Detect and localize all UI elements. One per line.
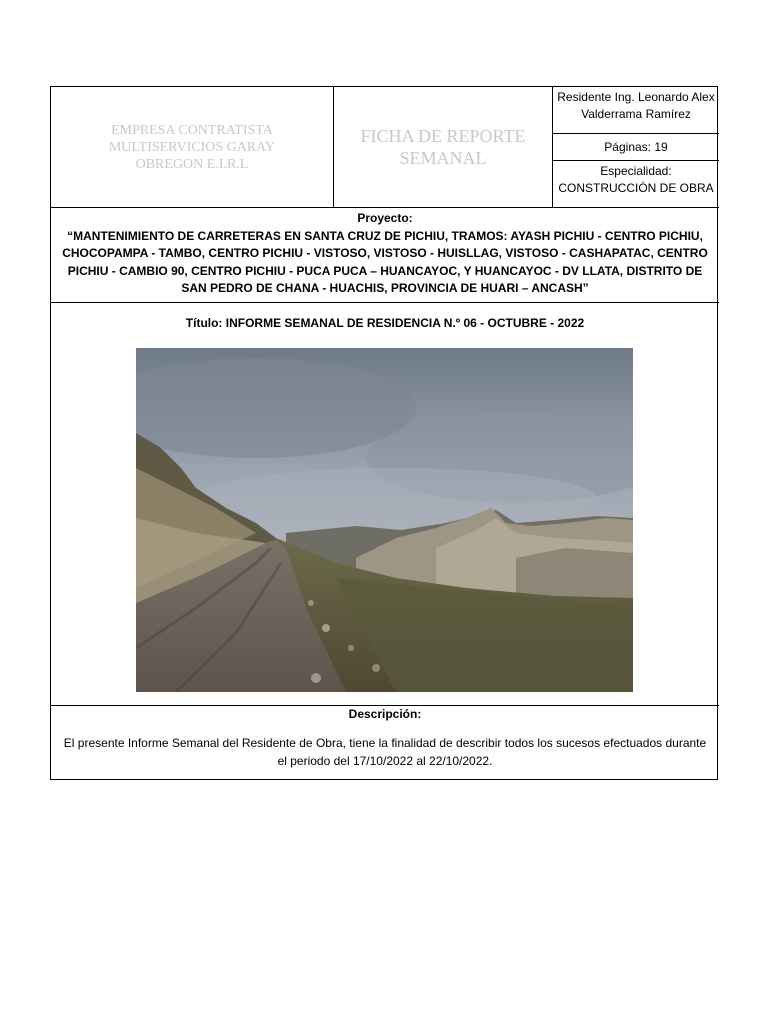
description-text: El presente Informe Semanal del Residente de Obra, tiene la finalidad de describir todos los sucesos efectuados durante el periodo del 17/10/2022 al 22/10/2022. [63, 736, 707, 768]
specialty-value: CONSTRUCCIÓN DE OBRA [558, 181, 714, 195]
specialty-label: Especialidad: [600, 164, 672, 178]
report-type [334, 87, 552, 207]
report-sheet [50, 86, 718, 780]
specialty [553, 161, 719, 207]
resident-name: Residente Ing. Leonardo Alex Valderrama Ramírez [557, 90, 715, 121]
report-title: Título: INFORME SEMANAL DE RESIDENCIA N.º 06 - OCTUBRE - 2022 [185, 316, 585, 330]
report-type-text: FICHA DE REPORTE SEMANAL [360, 126, 526, 168]
page-count: Páginas: 19 [604, 139, 668, 154]
divider [51, 302, 719, 303]
project-label: Proyecto: [357, 211, 413, 225]
company-name: EMPRESA CONTRATISTA MULTISERVICIOS GARAY OBREGON E.I.R.L [108, 122, 276, 172]
description-label: Descripción: [348, 707, 422, 721]
project-name: “MANTENIMIENTO DE CARRETERAS EN SANTA CRUZ DE PICHIU, TRAMOS: AYASH PICHIU - CENTRO PICHIU, CHOCOPAMPA - TAMBO, CENTRO PICHIU - VISTOSO, VISTOSO - HUISLLAG, VISTOSO - CASHAPATAC, CENTRO PICHIU - CAMBIO 90, CENTRO PICHIU - PUCA PUCA – HUANCAYOC, Y HUANCAYOC - DV LLATA, DISTRITO DE SAN PEDRO DE CHANA - HUACHIS, PROVINCIA DE HUARI – ANCASH” [62, 228, 708, 295]
project-block [51, 208, 719, 302]
road-landscape-photo [136, 348, 633, 692]
divider [51, 705, 719, 706]
